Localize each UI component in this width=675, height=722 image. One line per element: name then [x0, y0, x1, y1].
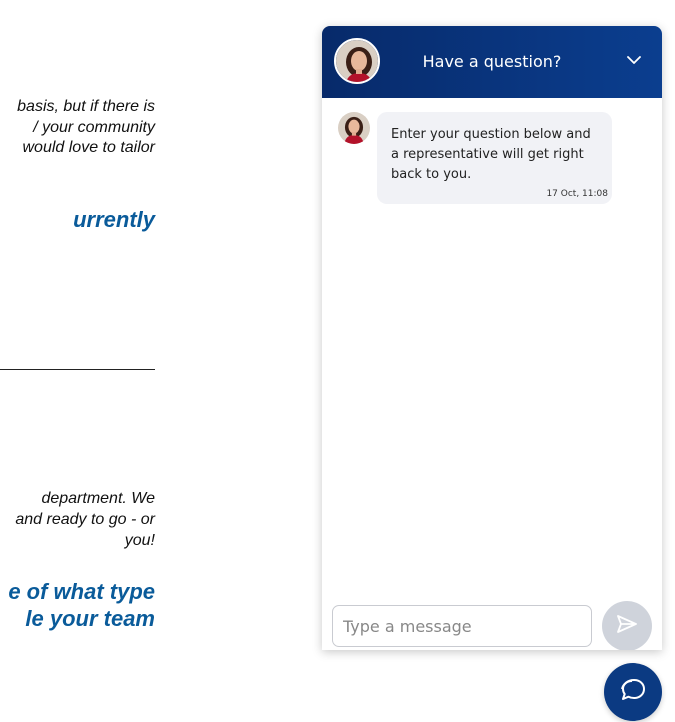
background-heading-1: urrently: [73, 207, 155, 232]
background-heading-2-line-2: le your team: [25, 606, 155, 631]
background-paragraph-1-line-3: would love to tailor: [22, 139, 155, 156]
send-button[interactable]: [602, 601, 652, 650]
message-timestamp: 17 Oct, 11:08: [546, 189, 608, 199]
message-input[interactable]: [333, 606, 591, 646]
background-paragraph-1-line-2: / your community: [33, 119, 155, 136]
background-paragraph-2-line-2: and ready to go - or: [15, 511, 155, 528]
send-icon: [617, 615, 637, 638]
background-paragraph-1-line-1: basis, but if there is: [17, 98, 155, 115]
chat-launcher-button[interactable]: [604, 663, 662, 721]
message-input-container: [332, 605, 592, 647]
chat-title: Have a question?: [422, 52, 562, 71]
agent-avatar-small: [338, 112, 370, 144]
chat-bubble-icon: [619, 677, 647, 708]
background-paragraph-2-line-1: department. We: [41, 490, 155, 507]
background-paragraph-2-line-3: you!: [124, 532, 155, 549]
background-divider: [0, 369, 155, 370]
chat-header: [322, 26, 662, 98]
chevron-down-icon[interactable]: [624, 50, 644, 70]
message-text: Enter your question below and a representative will get right back to you.: [391, 127, 591, 182]
background-heading-2-line-1: e of what type: [8, 579, 155, 604]
chat-widget: [322, 26, 662, 650]
message-bubble: [377, 112, 612, 204]
